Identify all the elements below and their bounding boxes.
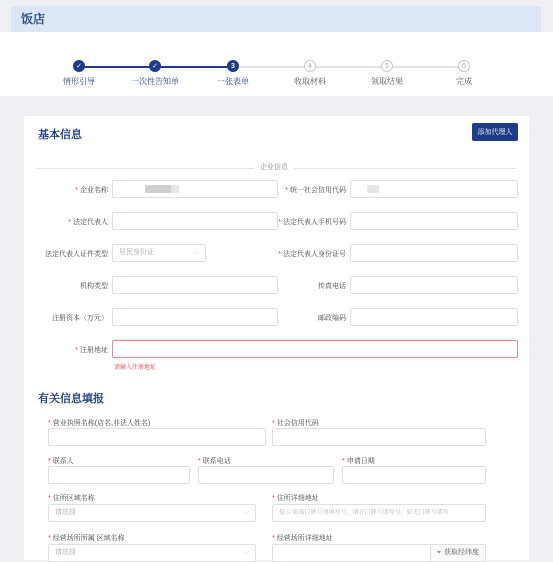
label-contact-phone: * 联系电话 xyxy=(198,458,231,465)
section-title-related: 有关信息填报 xyxy=(38,393,104,405)
check-icon: ✓ xyxy=(149,60,161,72)
fax-input[interactable] xyxy=(350,276,518,294)
check-icon: ✓ xyxy=(73,60,85,72)
label-credit-code: * 统一社会信用代码 xyxy=(285,187,346,194)
postcode-input[interactable] xyxy=(350,308,518,326)
step-number: 6 xyxy=(458,60,470,72)
step-label: 一张表单 xyxy=(217,77,249,86)
label-biz-addr: * 经营场所详细地址 xyxy=(272,535,333,542)
residence-area-select[interactable]: 请选择 ⌵ xyxy=(48,504,256,522)
group-label: 企业信息 xyxy=(254,162,294,172)
reg-address-error: 请输入注册地址 xyxy=(114,365,157,371)
window-title: 饭店 xyxy=(11,6,541,32)
step-label: 情形引导 xyxy=(63,77,95,86)
label-reg-capital: 注册资本（万元） xyxy=(52,315,108,322)
step-number: 4 xyxy=(304,60,316,72)
legal-rep-input[interactable] xyxy=(112,212,278,230)
label-residence-area: * 住所区域名称 xyxy=(48,495,95,502)
label-fax: 传真电话 xyxy=(318,283,346,290)
label-residence-addr: * 住所详细地址 xyxy=(272,495,319,502)
step-2[interactable] xyxy=(110,60,200,87)
location-pin-icon: ⌖ xyxy=(437,549,441,556)
label-social-credit: * 社会信用代码 xyxy=(272,420,319,427)
org-type-input[interactable] xyxy=(112,276,278,294)
biz-area-select[interactable]: 请选择 ⌵ xyxy=(48,544,256,562)
reg-capital-input[interactable] xyxy=(112,308,278,326)
step-number: 3 xyxy=(227,60,239,72)
label-apply-date: * 申请日期 xyxy=(342,458,375,465)
label-company-name: * 企业名称 xyxy=(75,187,108,194)
label-contact: * 联系人 xyxy=(48,458,74,465)
form-card xyxy=(24,116,529,560)
step-6[interactable] xyxy=(419,60,509,87)
section-title-basic: 基本信息 xyxy=(38,129,82,141)
legal-id-no-input[interactable] xyxy=(350,244,518,262)
step-label: 完成 xyxy=(456,77,472,86)
progress-steps xyxy=(0,32,553,96)
label-legal-id-no: * 法定代表人身份证号 xyxy=(278,251,346,258)
label-license-name: * 营业执照名称(店名,非法人姓名) xyxy=(48,420,151,427)
license-name-input[interactable] xyxy=(48,428,266,446)
residence-addr-input[interactable]: 提示:如需门牌号请填写号，请在门牌号请写号，如无门牌号请写 xyxy=(272,504,486,522)
step-label: 领取结果 xyxy=(371,77,403,86)
reg-address-input[interactable] xyxy=(112,340,518,358)
step-label: 一次性告知单 xyxy=(131,77,179,86)
contact-phone-input[interactable] xyxy=(198,466,334,484)
legal-id-type-select[interactable]: 居民身份证 ⌵ xyxy=(112,244,206,262)
contact-input[interactable] xyxy=(48,466,190,484)
step-number: 5 xyxy=(381,60,393,72)
label-reg-address: * 注册地址 xyxy=(75,347,108,354)
legal-phone-input[interactable] xyxy=(350,212,518,230)
add-agent-button[interactable]: 添加代理人 xyxy=(472,123,518,141)
social-credit-input[interactable] xyxy=(272,428,486,446)
label-legal-rep: * 法定代表人 xyxy=(68,219,108,226)
label-biz-area: * 经营场所所属 区域名称 xyxy=(48,535,125,542)
chevron-down-icon: ⌵ xyxy=(243,509,249,516)
apply-date-input[interactable] xyxy=(342,466,486,484)
label-legal-id-type: 法定代表人证件类型 xyxy=(45,251,108,258)
label-org-type: 机构类型 xyxy=(80,283,108,290)
company-name-input[interactable] xyxy=(112,180,278,198)
chevron-down-icon: ⌵ xyxy=(193,249,199,256)
chevron-down-icon: ⌵ xyxy=(243,549,249,556)
step-label: 收取材料 xyxy=(294,77,326,86)
credit-code-input[interactable] xyxy=(350,180,518,198)
biz-addr-input[interactable] xyxy=(272,544,486,562)
label-legal-phone: * 法定代表人手机号码 xyxy=(278,219,346,226)
get-coordinates-button[interactable]: ⌖ 获取经纬度 xyxy=(430,545,485,561)
label-postcode: 邮政编码 xyxy=(318,315,346,322)
